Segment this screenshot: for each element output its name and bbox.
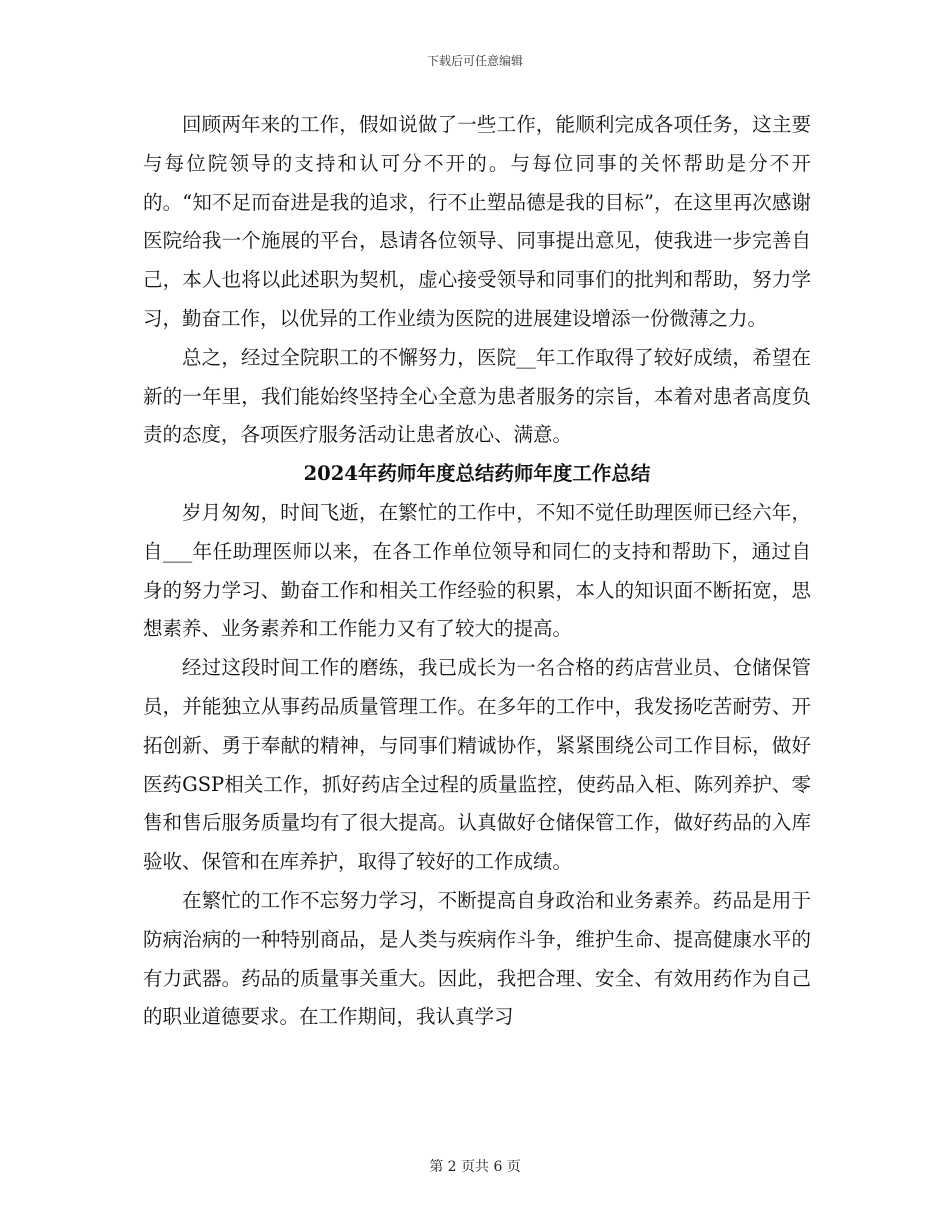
paragraph-review: 回顾两年来的工作，假如说做了一些工作，能顺利完成各项任务，这主要与每位院领导的支持和认可分不开的。与每位同事的关怀帮助是分不开的。“知不足而奋进是我的追求，行不止塑品德是我的目标”，在这里再次感谢医院给我一个施展的平台，恳请各位领导、同事提出意见，使我进一步完善自己，本人也将以此述职为契机，虚心接受领导和同事们的批判和帮助，努力学习，勤奋工作，以优异的工作业绩为医院的进展建设增添一份微薄之力。: [143, 113, 811, 330]
section-title: 2024年药师年度总结药师年度工作总结: [303, 462, 651, 486]
document-body: [143, 106, 811, 1037]
page-footer: 第 2 页共 6 页: [429, 1159, 521, 1175]
paragraph-summary: 总之，经过全院职工的不懈努力，医院__年工作取得了较好成绩，希望在新的一年里，我们能始终坚持全心全意为患者服务的宗旨，本着对患者高度负责的态度，各项医疗服务活动让患者放心、满意。: [143, 345, 811, 447]
paragraph-experience: 经过这段时间工作的磨练，我已成长为一名合格的药店营业员、仓储保管员，并能独立从事药品质量管理工作。在多年的工作中，我发扬吃苦耐劳、开拓创新、勇于奉献的精神，与同事们精诚协作，紧紧围绕公司工作目标，做好医药GSP相关工作，抓好药店全过程的质量监控，使药品入柜、陈列养护、零售和售后服务质量均有了很大提高。认真做好仓储保管工作，做好药品的入库验收、保管和在库养护，取得了较好的工作成绩。: [143, 656, 811, 874]
paragraph-study: 在繁忙的工作不忘努力学习，不断提高自身政治和业务素养。药品是用于防病治病的一种特别商品，是人类与疾病作斗争，维护生命、提高健康水平的有力武器。药品的质量事关重大。因此，我把合理、安全、有效用药作为自己的职业道德要求。在工作期间，我认真学习: [143, 888, 811, 1029]
paragraph-intro: 岁月匆匆，时间飞逝，在繁忙的工作中，不知不觉任助理医师已经六年，自___年任助理医师以来，在各工作单位领导和同仁的支持和帮助下，通过自身的努力学习、勤奋工作和相关工作经验的积累，本人的知识面不断拓宽，思想素养、业务素养和工作能力又有了较大的提高。: [143, 500, 811, 641]
page-header: 下载后可任意编辑: [426, 54, 523, 68]
